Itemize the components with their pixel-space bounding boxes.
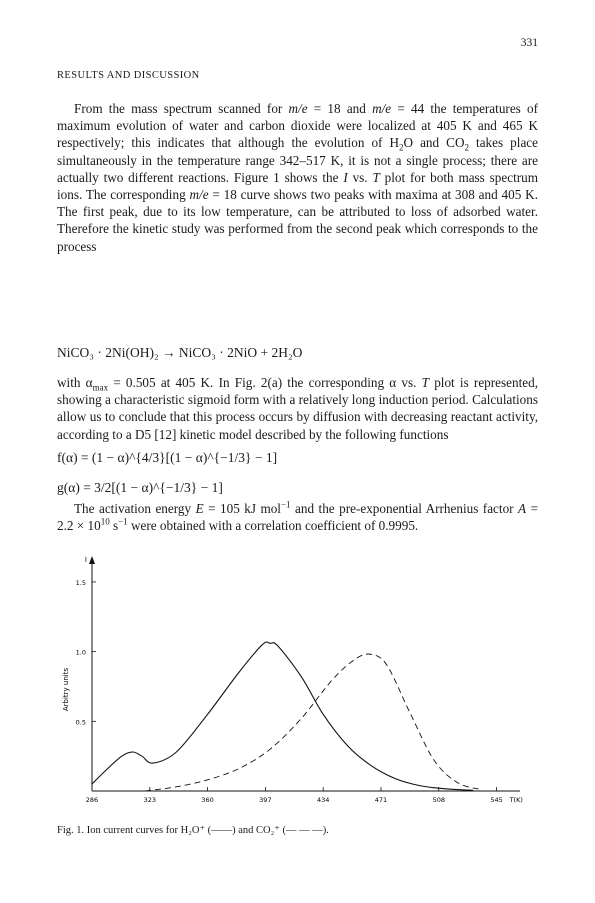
text-run: m/e (372, 101, 392, 116)
x-tick-label: 434 (316, 796, 330, 804)
x-tick-label: 397 (259, 796, 272, 804)
text-run: plot is represented, showing a characteristic sigmoid form with a relatively long induction period. Calculations allow us to conclude that this process occurs by diffusion with decreasing reactant activity, according to a D5 [12] kinetic model described by the following functions (57, 375, 538, 442)
text-run: = 44 the temperatures of maximum evolution of water and carbon dioxide were localized at 405 K and 465 K respectively; this indicates that although the evolution of H (57, 101, 538, 151)
text-run: plot for both mass spectrum ions. The corresponding (57, 169, 538, 203)
text-run: T (372, 169, 380, 185)
text-run: A (518, 501, 527, 516)
chart-labels (62, 556, 523, 804)
text-run: E (195, 501, 204, 516)
y-axis-arrow (89, 556, 95, 564)
text-run: O and CO (403, 135, 465, 151)
text-run: takes place simultaneously in the temperature range 342–517 K, it is not a single process; there are actually two different reactions. Figure 1 shows the (57, 135, 539, 185)
text-run: From the mass spectrum scanned for (74, 101, 289, 116)
text-run: m/e (189, 187, 209, 203)
section-heading: RESULTS AND DISCUSSION (57, 70, 200, 81)
text-run: vs. (347, 169, 373, 185)
text-run: The activation energy (74, 501, 196, 516)
y-tick-label: 0.5 (75, 718, 86, 727)
page-number: 331 (520, 37, 538, 49)
text-run: and the pre-exponential Arrhenius factor (290, 501, 519, 516)
x-axis-unit: T(K) (509, 796, 523, 804)
text-run: with α (57, 375, 93, 390)
text-run: = 105 kJ mol (203, 501, 281, 516)
figure-caption: Fig. 1. Ion current curves for H₂O⁺ (——) and CO₂⁺ (— — —). (57, 825, 329, 836)
text-run: I (343, 169, 348, 185)
equation-f-alpha: f(α) = (1 − α)^{4/3}[(1 − α)^{−1/3} − 1] (57, 450, 278, 465)
chart-axes (89, 556, 520, 791)
equation-g-alpha: g(α) = 3/2[(1 − α)^{−1/3} − 1] (57, 480, 223, 495)
y-tick-label: 1.5 (75, 578, 86, 587)
text-run: max (92, 382, 109, 393)
text-run: = 18 curve shows two peaks with maxima at 308 and 405 K. The first peak, due to its low temperature, can be attributed to loss of adsorbed water. Therefore the kinetic study was performed from the second peak which corresponds to the process (57, 187, 538, 254)
text-run: s (109, 518, 119, 534)
reaction-equation: NiCO₃ · 2Ni(OH)₂ → NiCO₃ · 2NiO + 2H₂O (57, 345, 303, 360)
paragraph-3: The activation energy E = 105 kJ mol$^{-1}$ and the pre-exponential Arrhenius factor $A = 2.2 \times 10^{10}$ $s^{-1}$ were obtained with a correlation coefficient of 0.9995. (57, 499, 539, 534)
figure-1 (50, 548, 550, 818)
y-axis-label: Arbitry units (62, 667, 70, 712)
x-tick-label: 286 (85, 796, 99, 804)
x-tick-label: 545 (490, 796, 503, 804)
series-line-h2o (92, 642, 473, 790)
ion-current-chart (50, 548, 550, 818)
x-tick-label: 471 (374, 796, 388, 804)
paragraph-2 (57, 374, 538, 443)
series-line-co2 (145, 654, 481, 791)
paragraph-1: From the mass spectrum scanned for m/e = 18 and m/e = 44 the temperatures of maximum evolution of water and carbon dioxide were localized at 405 K and 465 K respectively; this indicates that although the evolution of $H_2O$ and $CO_2$ takes place simultaneously in the temperature range 342–517 K, it is not a single process; there are actually two different reactions. Figure 1 shows the I vs. T plot for both mass spectrum ions. The corresponding m/e = 18 curve shows two peaks with maxima at 308 and 405 K. The first peak, due to its low temperature, can be attributed to loss of adsorbed water. Therefore the kinetic study was performed from the second peak which corresponds to the process (57, 101, 539, 254)
text-run: = 0.505 at 405 K. In Fig. 2(a) the corresponding α vs. (108, 375, 422, 390)
chart-series (92, 642, 481, 791)
text-run: T (421, 375, 429, 390)
text-run: = 2.2 × 10 (57, 501, 539, 534)
x-tick-label: 360 (201, 796, 214, 804)
text-run: were obtained with a correlation coefficient of 0.9995. (127, 518, 419, 534)
x-tick-label: 508 (432, 796, 445, 804)
x-tick-label: 323 (143, 796, 157, 804)
y-tick-label: 1.0 (75, 648, 86, 657)
text-run: = 18 and (307, 101, 373, 116)
text-run: m/e (288, 101, 308, 116)
y-axis-symbol: I (84, 556, 87, 564)
